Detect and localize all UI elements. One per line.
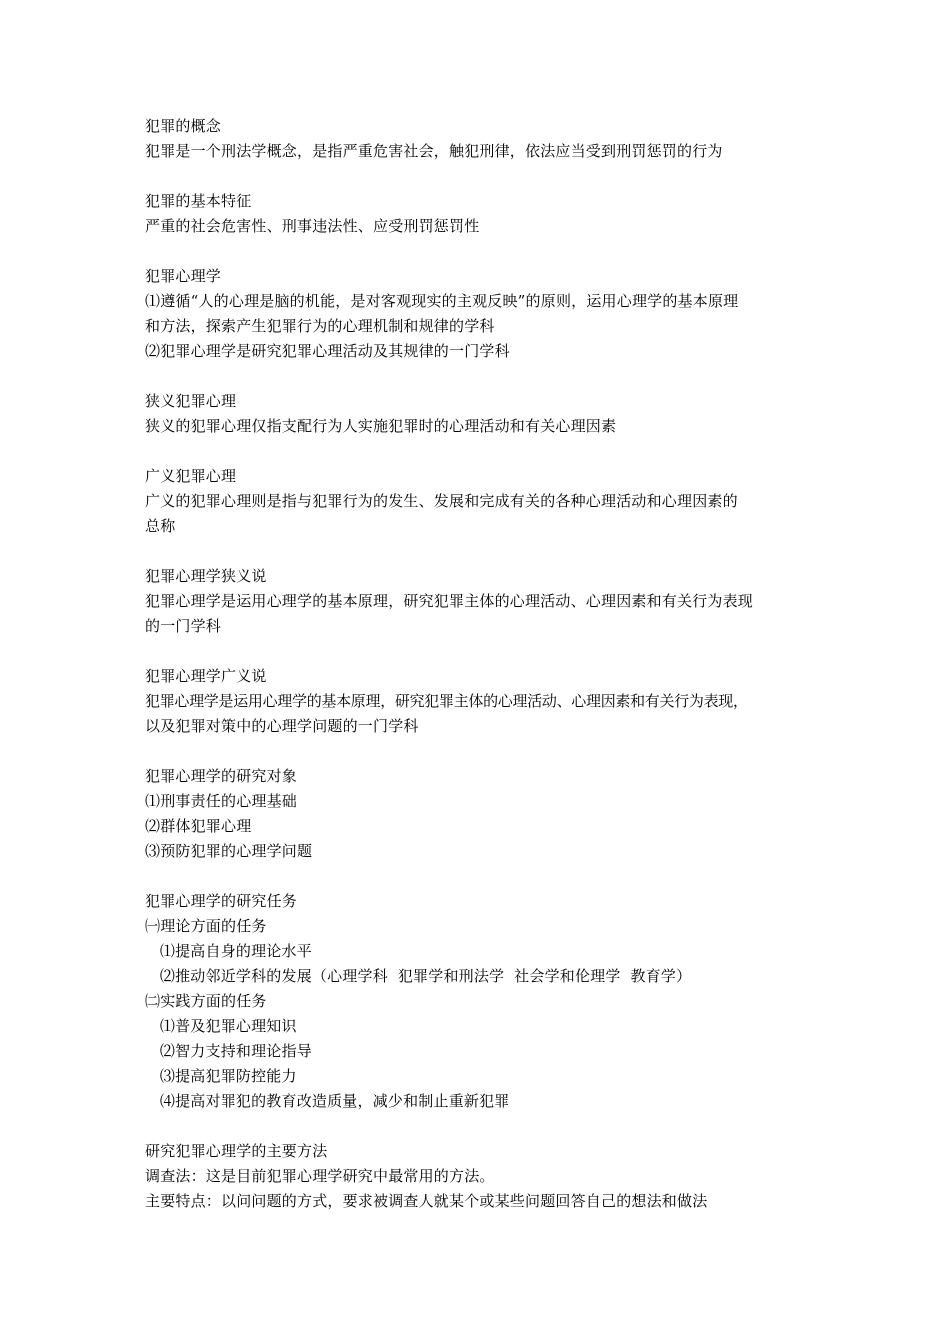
list-item: ⑴提高自身的理论水平 bbox=[145, 942, 312, 960]
list-item: ⑴刑事责任的心理基础 bbox=[145, 792, 298, 810]
section-criminal-psychology bbox=[145, 264, 825, 364]
body-line: ⑵犯罪心理学是研究犯罪心理活动及其规律的一门学科 bbox=[145, 342, 510, 360]
section-crime-concept bbox=[145, 114, 825, 164]
section-broad-criminal-mind bbox=[145, 464, 825, 539]
spacer bbox=[145, 439, 825, 464]
list-item: ㈠理论方面的任务 bbox=[145, 917, 267, 935]
section-heading: 犯罪心理学 bbox=[145, 267, 222, 285]
body-line: 和方法，探索产生犯罪行为的心理机制和规律的学科 bbox=[145, 317, 495, 335]
spacer bbox=[145, 364, 825, 389]
section-heading: 犯罪心理学的研究对象 bbox=[145, 767, 298, 785]
body-line: 犯罪心理学是运用心理学的基本原理，研究犯罪主体的心理活动、心理因素和有关行为表现 bbox=[145, 592, 754, 610]
body-line: 犯罪是一个刑法学概念，是指严重危害社会，触犯刑律，依法应当受到刑罚惩罚的行为 bbox=[145, 142, 723, 160]
section-heading: 广义犯罪心理 bbox=[145, 467, 237, 485]
list-item: ⑴普及犯罪心理知识 bbox=[145, 1017, 297, 1035]
body-line: ⑴遵循“人的心理是脑的机能，是对客观现实的主观反映”的原则，运用心理学的基本原理 bbox=[145, 292, 739, 310]
list-item: ⑵推动邻近学科的发展（心理学科 犯罪学和刑法学 社会学和伦理学 教育学） bbox=[145, 967, 692, 985]
body-line: 严重的社会危害性、刑事违法性、应受刑罚惩罚性 bbox=[145, 217, 480, 235]
section-heading: 犯罪的概念 bbox=[145, 117, 222, 135]
list-item: ⑶预防犯罪的心理学问题 bbox=[145, 842, 313, 860]
spacer bbox=[145, 739, 825, 764]
section-heading: 犯罪心理学的研究任务 bbox=[145, 892, 298, 910]
section-research-tasks bbox=[145, 889, 825, 1114]
section-narrow-criminal-mind bbox=[145, 389, 825, 439]
body-line: 广义的犯罪心理则是指与犯罪行为的发生、发展和完成有关的各种心理活动和心理因素的 bbox=[145, 492, 738, 510]
body-line: 的一门学科 bbox=[145, 617, 222, 635]
body-line: 以及犯罪对策中的心理学问题的一门学科 bbox=[145, 717, 419, 735]
body-line: 主要特点：以问问题的方式，要求被调查人就某个或某些问题回答自己的想法和做法 bbox=[145, 1192, 708, 1210]
list-item: ⑵智力支持和理论指导 bbox=[145, 1042, 312, 1060]
list-item: ㈡实践方面的任务 bbox=[145, 992, 267, 1010]
spacer bbox=[145, 539, 825, 564]
body-line: 犯罪心理学是运用心理学的基本原理，研究犯罪主体的心理活动、心理因素和有关行为表现， bbox=[145, 692, 748, 710]
section-heading: 犯罪心理学广义说 bbox=[145, 667, 267, 685]
section-narrow-theory bbox=[145, 564, 825, 639]
list-item: ⑷提高对罪犯的教育改造质量，减少和制止重新犯罪 bbox=[145, 1092, 510, 1110]
document-page bbox=[145, 114, 825, 1214]
body-line: 狭义的犯罪心理仅指支配行为人实施犯罪时的心理活动和有关心理因素 bbox=[145, 417, 617, 435]
section-heading: 狭义犯罪心理 bbox=[145, 392, 237, 410]
list-item: ⑶提高犯罪防控能力 bbox=[145, 1067, 297, 1085]
spacer bbox=[145, 239, 825, 264]
spacer bbox=[145, 164, 825, 189]
section-heading: 研究犯罪心理学的主要方法 bbox=[145, 1142, 328, 1160]
body-line: 总称 bbox=[145, 517, 176, 535]
section-research-methods bbox=[145, 1139, 825, 1214]
section-heading: 犯罪的基本特征 bbox=[145, 192, 252, 210]
body-line: 调查法：这是目前犯罪心理学研究中最常用的方法。 bbox=[145, 1167, 495, 1185]
spacer bbox=[145, 1114, 825, 1139]
spacer bbox=[145, 864, 825, 889]
section-research-objects bbox=[145, 764, 825, 864]
section-crime-features bbox=[145, 189, 825, 239]
section-broad-theory bbox=[145, 664, 825, 739]
list-item: ⑵群体犯罪心理 bbox=[145, 817, 252, 835]
spacer bbox=[145, 639, 825, 664]
section-heading: 犯罪心理学狭义说 bbox=[145, 567, 267, 585]
